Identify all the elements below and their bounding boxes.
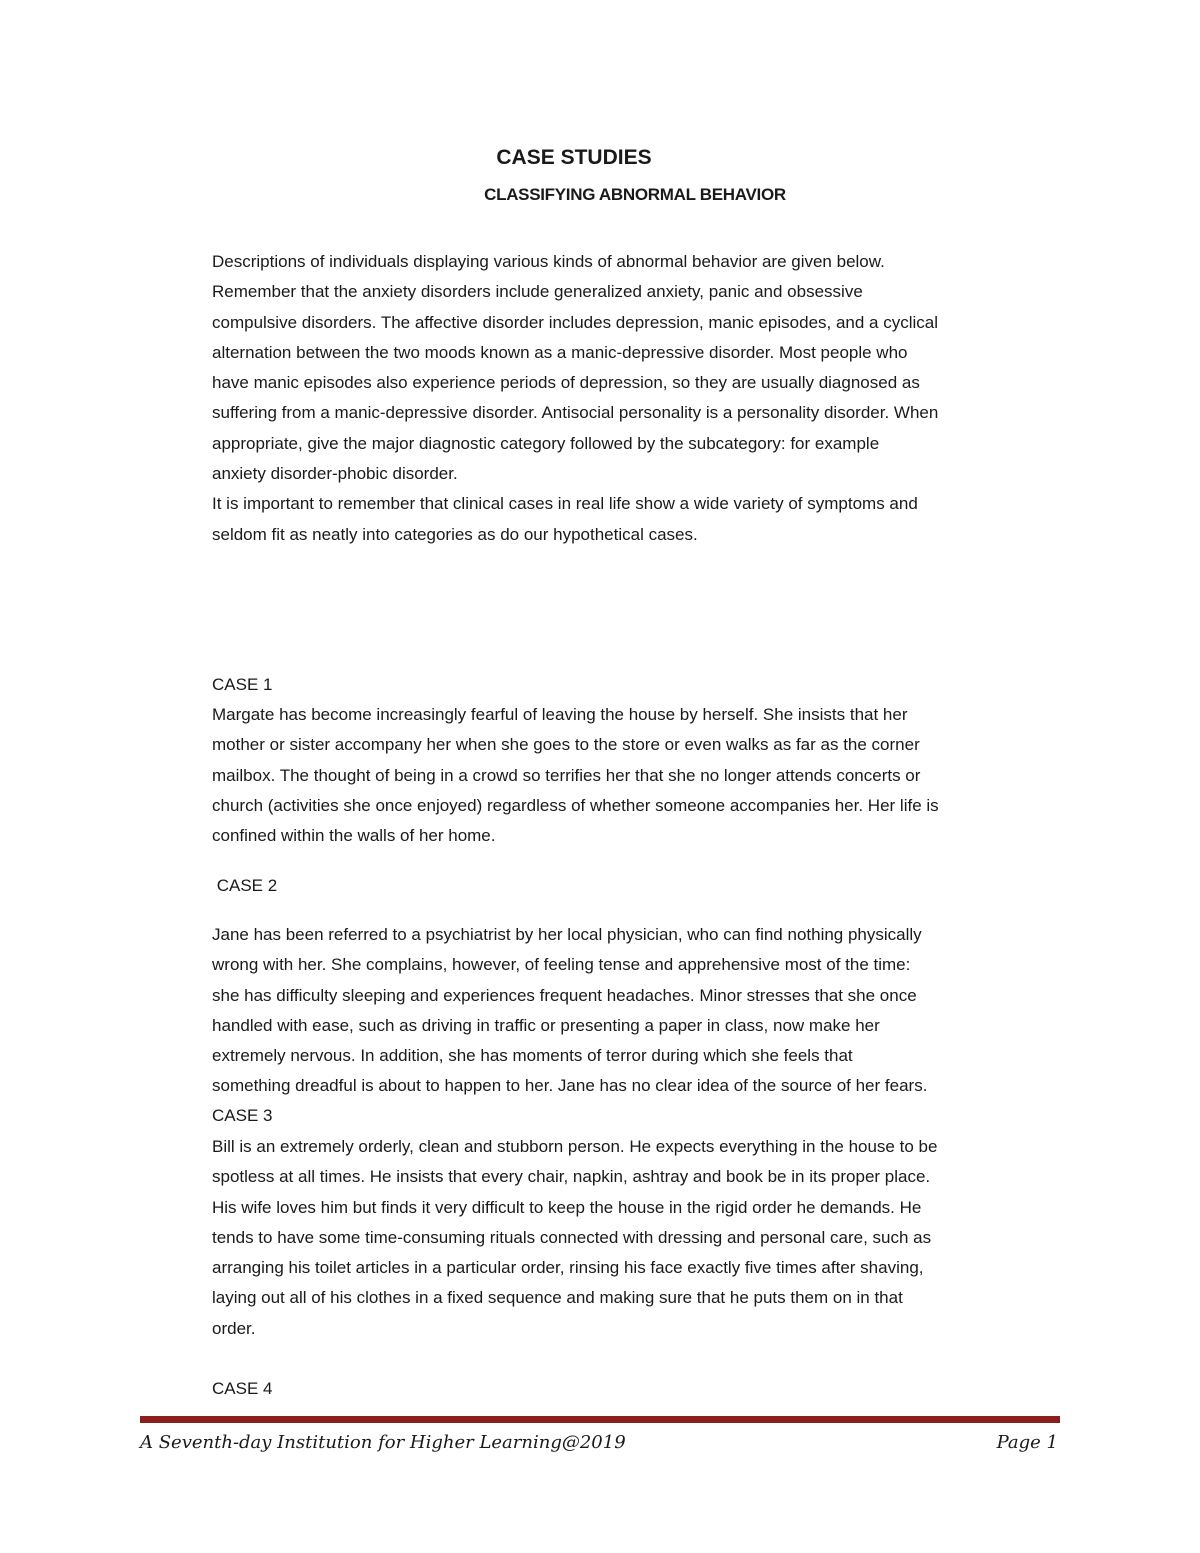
document-subtitle: CLASSIFYING ABNORMAL BEHAVIOR (484, 185, 786, 204)
case-line: laying out all of his clothes in a fixed sequence and making sure that he puts them on in that (212, 1288, 903, 1308)
case-line: Jane has been referred to a psychiatrist by her local physician, who can find nothing physically (212, 925, 922, 944)
case-line: handled with ease, such as driving in traffic or presenting a paper in class, now make her (212, 1015, 880, 1035)
case-3-label: CASE 3 (212, 1106, 273, 1125)
intro-line: have manic episodes also experience periods of depression, so they are usually diagnosed as (212, 373, 920, 393)
footer-institution: A Seventh-day Institution for Higher Learning@2019 (140, 1432, 626, 1453)
case-1-label: CASE 1 (212, 675, 273, 694)
intro-line: Remember that the anxiety disorders include generalized anxiety, panic and obsessive (212, 282, 863, 302)
page-number: Page 1 (996, 1432, 1058, 1453)
case-line: spotless at all times. He insists that every chair, napkin, ashtray and book be in its proper place. (212, 1167, 931, 1187)
case-line: order. (212, 1318, 256, 1338)
case-3-text (212, 1132, 1062, 1344)
intro-line: Descriptions of individuals displaying various kinds of abnormal behavior are given below. (212, 252, 885, 271)
case-line: His wife loves him but finds it very difficult to keep the house in the rigid order he demands. He (212, 1197, 922, 1217)
case-line: mother or sister accompany her when she goes to the store or even walks as far as the corner (212, 735, 920, 755)
intro-line: anxiety disorder-phobic disorder. (212, 464, 458, 484)
intro-line: compulsive disorders. The affective disorder includes depression, manic episodes, and a cyclical (212, 312, 939, 332)
case-line: she has difficulty sleeping and experiences frequent headaches. Minor stresses that she once (212, 985, 917, 1005)
intro-line: appropriate, give the major diagnostic category followed by the subcategory: for example (212, 433, 880, 453)
case-line: something dreadful is about to happen to her. Jane has no clear idea of the source of her fears. (212, 1076, 928, 1096)
case-line: wrong with her. She complains, however, of feeling tense and apprehensive most of the time: (212, 955, 911, 975)
case-line: mailbox. The thought of being in a crowd so terrifies her that she no longer attends concerts or (212, 765, 921, 785)
case-1-text (212, 700, 1062, 851)
case-2-label: CASE 2 (212, 876, 278, 895)
case-line: Bill is an extremely orderly, clean and stubborn person. He expects everything in the house to be (212, 1137, 938, 1156)
case-line: Margate has become increasingly fearful of leaving the house by herself. She insists that her (212, 705, 908, 724)
intro-line: It is important to remember that clinical cases in real life show a wide variety of symptoms and (212, 494, 918, 514)
case-2-text (212, 920, 1062, 1102)
case-line: confined within the walls of her home. (212, 826, 496, 846)
intro-line: seldom fit as neatly into categories as do our hypothetical cases. (212, 524, 698, 544)
case-line: tends to have some time-consuming rituals connected with dressing and personal care, such as (212, 1227, 932, 1247)
intro-paragraph (212, 247, 1062, 550)
case-4-label: CASE 4 (212, 1379, 273, 1398)
case-line: church (activities she once enjoyed) regardless of whether someone accompanies her. Her life is (212, 795, 939, 815)
intro-line: alternation between the two moods known as a manic-depressive disorder. Most people who (212, 342, 908, 362)
case-line: arranging his toilet articles in a particular order, rinsing his face exactly five times after shaving, (212, 1258, 924, 1278)
document-title: CASE STUDIES (496, 146, 652, 169)
intro-line: suffering from a manic-depressive disorder. Antisocial personality is a personality disorder. When (212, 403, 939, 423)
case-line: extremely nervous. In addition, she has moments of terror during which she feels that (212, 1046, 853, 1066)
footer-rule (140, 1416, 1060, 1423)
